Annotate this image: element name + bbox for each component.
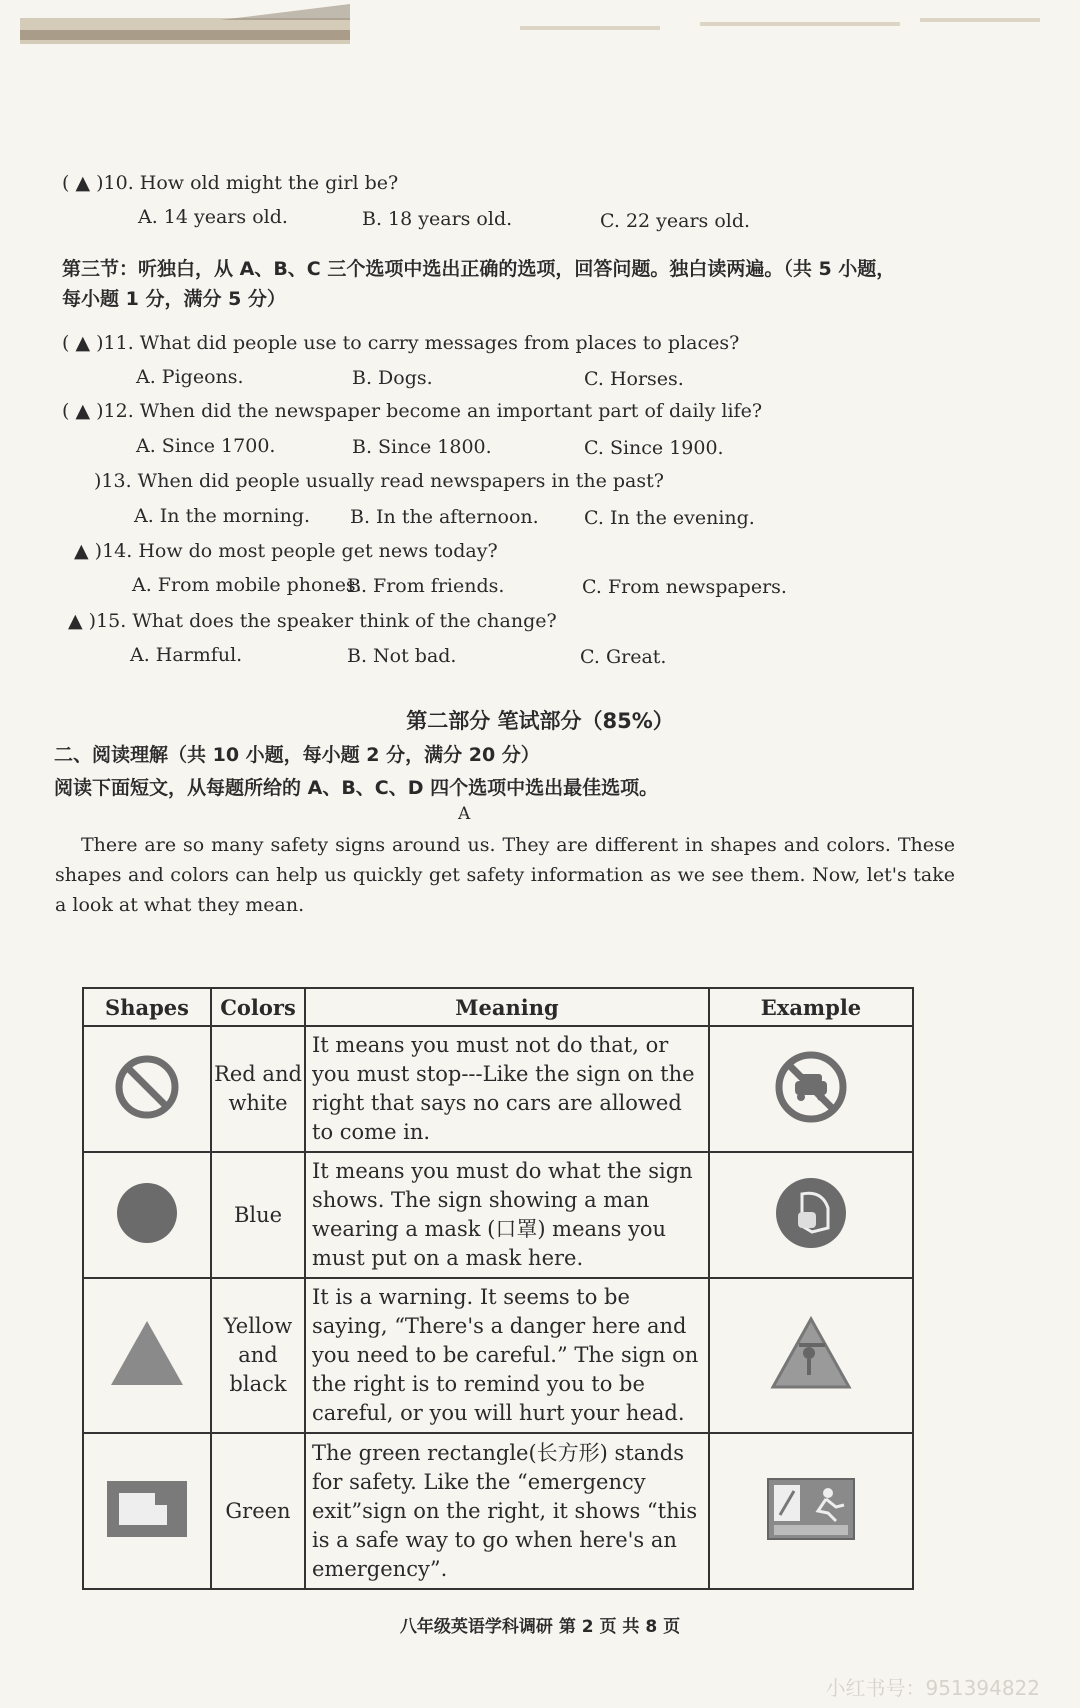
- header-meaning: Meaning: [305, 988, 709, 1026]
- color-cell: Yellow and black: [211, 1278, 305, 1433]
- shape-cell: [83, 1026, 211, 1152]
- blue-circle-icon: [112, 1178, 182, 1248]
- q15-option-b: B. Not bad.: [347, 645, 457, 667]
- question-12: [62, 400, 762, 422]
- table-row: [83, 1278, 913, 1433]
- q11-option-a: A. Pigeons.: [136, 366, 244, 388]
- warning-triangle-icon: [107, 1317, 187, 1389]
- question-text: 12. When did the newspaper become an important part of daily life?: [103, 400, 763, 422]
- q14-option-c: C. From newspapers.: [582, 576, 787, 598]
- safety-signs-table: [82, 987, 914, 1590]
- q12-option-c: C. Since 1900.: [584, 437, 724, 459]
- watermark: 小红书号：951394822: [825, 1676, 1040, 1700]
- reading-instruction: 阅读下面短文，从每题所给的 A、B、C、D 四个选项中选出最佳选项。: [54, 777, 659, 799]
- q13-option-b: B. In the afternoon.: [350, 506, 539, 528]
- meaning-cell: It means you must not do that, or you must stop---Like the sign on the right that says no cars are allowed to come in.: [305, 1026, 709, 1152]
- shape-cell: [83, 1278, 211, 1433]
- part2-title: 第二部分 笔试部分（85%）: [406, 709, 674, 733]
- question-text: 11. What did people use to carry messages from places to places?: [103, 332, 740, 354]
- answer-marker: ): [94, 470, 102, 492]
- table-header-row: [83, 988, 913, 1026]
- table-row: [83, 1026, 913, 1152]
- question-text: 15. What does the speaker think of the change?: [96, 610, 557, 632]
- section3-instruction-1: 第三节：听独白，从 A、B、C 三个选项中选出正确的选项，回答问题。独白读两遍。（共 5 小题，: [62, 258, 896, 280]
- header-shapes: Shapes: [83, 988, 211, 1026]
- q14-option-b: B. From friends.: [347, 575, 505, 597]
- question-14: [74, 540, 498, 562]
- q13-option-a: A. In the morning.: [134, 505, 311, 527]
- answer-marker: ▲ ): [74, 540, 103, 562]
- shape-cell: [83, 1433, 211, 1589]
- example-cell: [709, 1433, 913, 1589]
- q12-option-a: A. Since 1700.: [136, 435, 276, 457]
- example-cell: [709, 1278, 913, 1433]
- color-cell: Green: [211, 1433, 305, 1589]
- emergency-exit-sign-icon: [766, 1477, 856, 1541]
- q15-option-a: A. Harmful.: [130, 644, 243, 666]
- example-cell: [709, 1152, 913, 1278]
- prohibition-circle-icon: [112, 1052, 182, 1122]
- color-cell: Red and white: [211, 1026, 305, 1152]
- q13-option-c: C. In the evening.: [584, 507, 755, 529]
- wear-mask-sign-icon: [772, 1174, 850, 1252]
- passage-intro: There are so many safety signs around us. They are different in shapes and colors. These shapes and colors can help us quickly get safety information as we see them. Now, let's take a look at what they mean.: [55, 834, 955, 916]
- meaning-cell: The green rectangle(长方形) stands for safety. Like the “emergency exit”sign on the right, it shows “this is a safe way to go when here's an emergency”.: [305, 1433, 709, 1589]
- question-text: 14. How do most people get news today?: [102, 540, 498, 562]
- question-13: [94, 470, 664, 492]
- header-colors: Colors: [211, 988, 305, 1026]
- page-footer: 八年级英语学科调研 第 2 页 共 8 页: [399, 1617, 681, 1637]
- meaning-cell: It is a warning. It seems to be saying, “There's a danger here and you need to be careful.” The sign on the right is to remind you to be careful, or you will hurt your head.: [305, 1278, 709, 1433]
- q11-option-c: C. Horses.: [584, 368, 684, 390]
- question-text: 13. When did people usually read newspapers in the past?: [101, 470, 664, 492]
- color-cell: Blue: [211, 1152, 305, 1278]
- head-hazard-sign-icon: [769, 1315, 853, 1391]
- question-15: [68, 610, 557, 632]
- answer-marker: ( ▲ ): [62, 172, 104, 194]
- green-rectangle-icon: [105, 1479, 189, 1539]
- q10-option-a: A. 14 years old.: [138, 206, 288, 228]
- header-example: Example: [709, 988, 913, 1026]
- no-cars-sign-icon: [773, 1049, 849, 1125]
- example-cell: [709, 1026, 913, 1152]
- reading-section-title: 二、阅读理解（共 10 小题，每小题 2 分，满分 20 分）: [54, 744, 540, 766]
- section3-instruction-2: 每小题 1 分，满分 5 分）: [62, 288, 286, 310]
- table-row: [83, 1433, 913, 1589]
- meaning-cell: It means you must do what the sign shows. The sign showing a man wearing a mask (口罩) means you must put on a mask here.: [305, 1152, 709, 1278]
- q15-option-c: C. Great.: [580, 646, 667, 668]
- q11-option-b: B. Dogs.: [352, 367, 433, 389]
- table-row: [83, 1152, 913, 1278]
- shape-cell: [83, 1152, 211, 1278]
- q14-option-a: A. From mobile phones.: [132, 574, 362, 596]
- q12-option-b: B. Since 1800.: [352, 436, 492, 458]
- answer-marker: ▲ ): [68, 610, 97, 632]
- answer-marker: ( ▲ ): [62, 332, 104, 354]
- passage-label: A: [458, 804, 471, 824]
- question-text: 10. How old might the girl be?: [103, 172, 399, 194]
- question-10: [62, 172, 398, 194]
- q10-option-c: C. 22 years old.: [600, 210, 751, 232]
- answer-marker: ( ▲ ): [62, 400, 104, 422]
- q10-option-b: B. 18 years old.: [362, 208, 513, 230]
- question-11: [62, 332, 739, 354]
